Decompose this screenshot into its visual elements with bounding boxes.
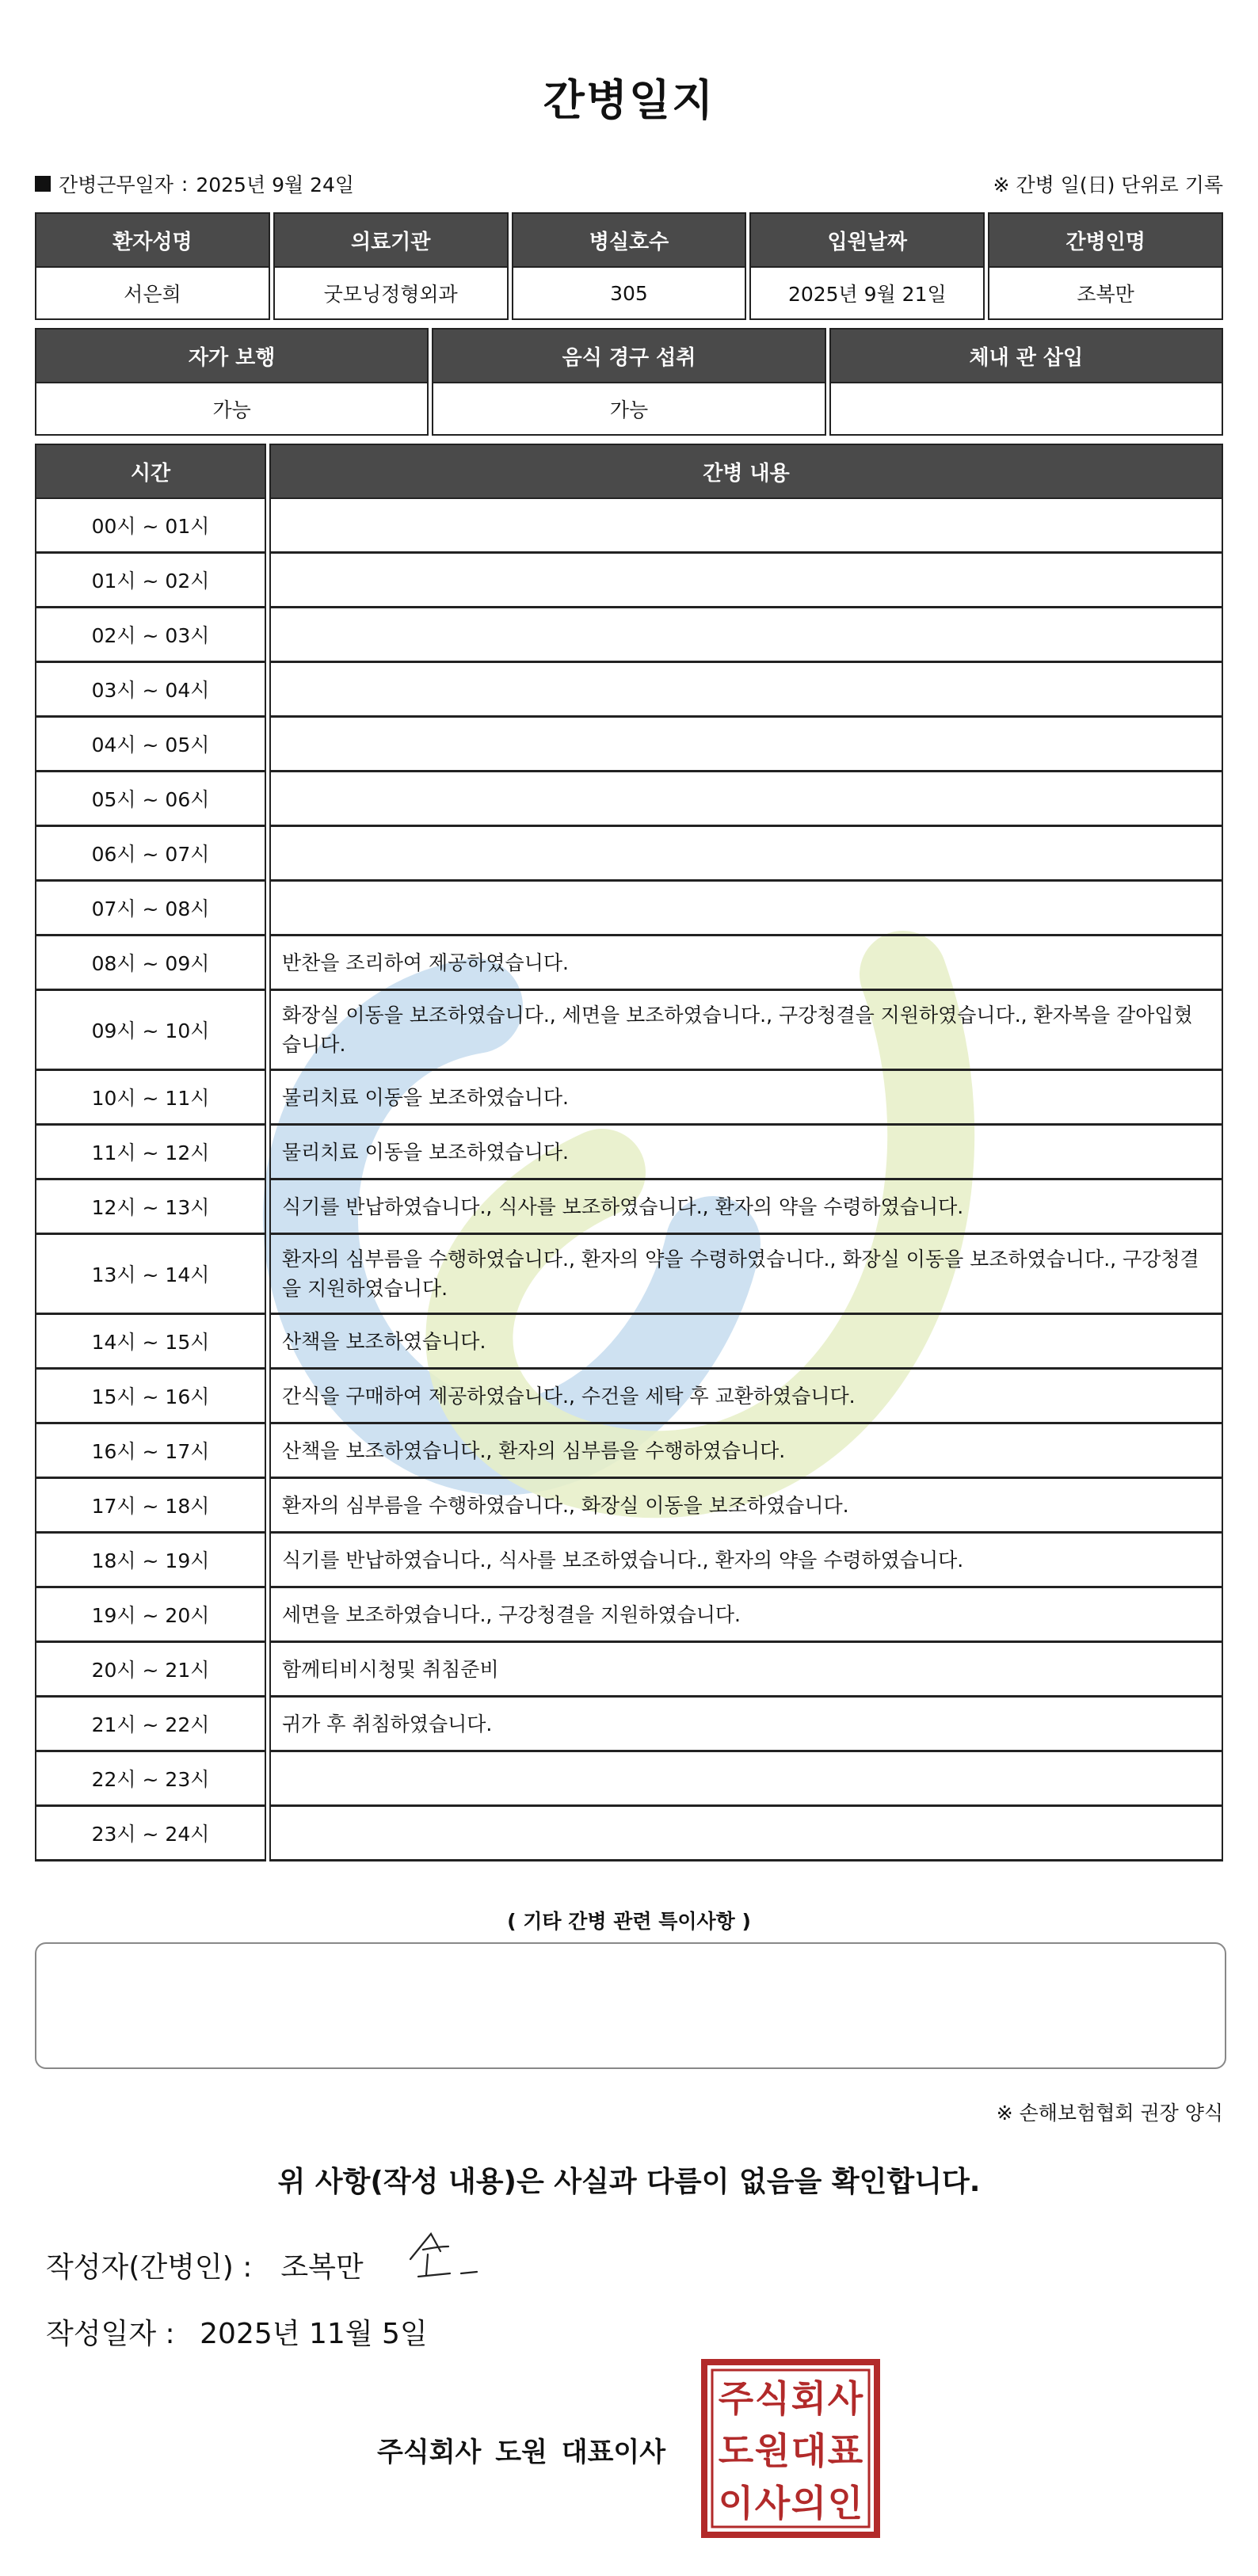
table-row: [35, 1807, 1223, 1862]
svg-text:식: 식: [754, 2377, 791, 2420]
table-row: [35, 1588, 1223, 1643]
log-time: 08시 ~ 09시: [35, 936, 266, 991]
table-row: [35, 882, 1223, 936]
status-table: [32, 328, 1226, 436]
log-time: 04시 ~ 05시: [35, 718, 266, 772]
meta-row: [35, 170, 1223, 201]
table-row: [35, 1370, 1223, 1424]
log-content: 산책을 보조하였습니다., 환자의 심부름을 수행하였습니다.: [269, 1424, 1223, 1479]
log-content: 식기를 반납하였습니다., 식사를 보조하였습니다., 환자의 약을 수령하였습니다.: [269, 1534, 1223, 1588]
work-date-value: 2025년 9월 24일: [196, 173, 355, 196]
author-name: 조복만: [280, 2251, 364, 2284]
svg-text:사: 사: [827, 2377, 863, 2420]
page-title: 간병일지: [543, 75, 715, 125]
log-content: [269, 772, 1223, 827]
table-row: [35, 663, 1223, 718]
log-time: 22시 ~ 23시: [35, 1752, 266, 1807]
log-time: 07시 ~ 08시: [35, 882, 266, 936]
patient-header: 병실호수: [512, 212, 747, 268]
table-row: [35, 1752, 1223, 1807]
status-header: 음식 경구 섭취: [432, 328, 825, 383]
written-date-label: 작성일자 :: [46, 2318, 175, 2350]
oral-intake-status: 가능: [432, 383, 825, 436]
table-row: [35, 1479, 1223, 1534]
svg-text:원: 원: [754, 2429, 791, 2472]
log-time: 10시 ~ 11시: [35, 1071, 266, 1126]
work-date: [35, 170, 354, 198]
log-table: [32, 444, 1226, 1862]
table-row: [35, 718, 1223, 772]
patient-header: 간병인명: [988, 212, 1223, 268]
svg-text:표: 표: [827, 2429, 863, 2472]
table-row: [35, 499, 1223, 554]
log-time: 20시 ~ 21시: [35, 1643, 266, 1698]
hospital-name: 굿모닝정형외과: [273, 268, 509, 320]
log-content: [269, 499, 1223, 554]
table-row: [35, 1698, 1223, 1752]
patient-header: 환자성명: [35, 212, 270, 268]
status-header: 자가 보행: [35, 328, 429, 383]
log-content: 물리치료 이동을 보조하였습니다.: [269, 1071, 1223, 1126]
svg-text:의: 의: [791, 2482, 827, 2525]
table-row: [35, 608, 1223, 663]
square-bullet-icon: [35, 176, 51, 192]
table-row: [35, 827, 1223, 882]
log-content: [269, 608, 1223, 663]
log-content: [269, 882, 1223, 936]
walking-status: 가능: [35, 383, 429, 436]
log-content: 환자의 심부름을 수행하였습니다., 환자의 약을 수령하였습니다., 화장실 이동을 보조하였습니다., 구강청결을 지원하였습니다.: [269, 1235, 1223, 1315]
patient-table: [32, 212, 1226, 320]
svg-text:사: 사: [754, 2482, 791, 2525]
patient-header: 의료기관: [273, 212, 509, 268]
log-content: [269, 718, 1223, 772]
table-row: [35, 1180, 1223, 1235]
work-date-label: 간병근무일자: [59, 173, 173, 196]
svg-text:회: 회: [791, 2377, 827, 2420]
table-row: [35, 1643, 1223, 1698]
unit-note: ※ 간병 일(日) 단위로 기록: [993, 173, 1223, 196]
patient-header: 입원날짜: [749, 212, 985, 268]
log-content: 세면을 보조하였습니다., 구강청결을 지원하였습니다.: [269, 1588, 1223, 1643]
log-time: 17시 ~ 18시: [35, 1479, 266, 1534]
confirm-statement: 위 사항(작성 내용)은 사실과 다름이 없음을 확인합니다.: [277, 2166, 981, 2198]
log-time: 03시 ~ 04시: [35, 663, 266, 718]
log-time: 13시 ~ 14시: [35, 1235, 266, 1315]
log-time: 06시 ~ 07시: [35, 827, 266, 882]
log-body: [35, 499, 1223, 1862]
caregiver-name: 조복만: [988, 268, 1223, 320]
log-time: 09시 ~ 10시: [35, 991, 266, 1071]
log-content: 산책을 보조하였습니다.: [269, 1315, 1223, 1370]
table-row: [35, 936, 1223, 991]
log-time: 18시 ~ 19시: [35, 1534, 266, 1588]
table-row: [35, 772, 1223, 827]
log-time: 00시 ~ 01시: [35, 499, 266, 554]
log-content: [269, 554, 1223, 608]
log-time: 15시 ~ 16시: [35, 1370, 266, 1424]
table-row: [35, 554, 1223, 608]
table-row: [35, 1534, 1223, 1588]
log-content: 식기를 반납하였습니다., 식사를 보조하였습니다., 환자의 약을 수령하였습니다.: [269, 1180, 1223, 1235]
log-content: 물리치료 이동을 보조하였습니다.: [269, 1126, 1223, 1180]
patient-name: 서은희: [35, 268, 270, 320]
table-row: [35, 1071, 1223, 1126]
etc-notes-box: [35, 1942, 1226, 2069]
svg-text:이: 이: [718, 2482, 754, 2525]
table-row: [35, 1315, 1223, 1370]
log-content: 함께티비시청및 취침준비: [269, 1643, 1223, 1698]
log-content: 화장실 이동을 보조하였습니다., 세면을 보조하였습니다., 구강청결을 지원하였습니다., 환자복을 갈아입혔습니다.: [269, 991, 1223, 1071]
log-time: 11시 ~ 12시: [35, 1126, 266, 1180]
log-time: 01시 ~ 02시: [35, 554, 266, 608]
etc-title: ( 기타 간병 관련 특이사항 ): [507, 1910, 751, 1933]
log-content: 간식을 구매하여 제공하였습니다., 수건을 세탁 후 교환하였습니다.: [269, 1370, 1223, 1424]
log-content: [269, 663, 1223, 718]
log-time: 02시 ~ 03시: [35, 608, 266, 663]
recommend-note: ※ 손해보험협회 권장 양식: [996, 2102, 1223, 2124]
company-signature: 주식회사 도원 대표이사: [377, 2437, 666, 2468]
room-number: 305: [512, 268, 747, 320]
svg-text:인: 인: [827, 2482, 863, 2525]
written-date: 2025년 11월 5일: [200, 2318, 428, 2350]
signature-mark: [399, 2227, 486, 2283]
table-row: [35, 1424, 1223, 1479]
written-date-line: [46, 2311, 428, 2352]
author-line: [46, 2245, 364, 2285]
log-content: [269, 1752, 1223, 1807]
log-time: 12시 ~ 13시: [35, 1180, 266, 1235]
log-time: 23시 ~ 24시: [35, 1807, 266, 1862]
table-row: [35, 1235, 1223, 1315]
log-content: 환자의 심부름을 수행하였습니다., 화장실 이동을 보조하였습니다.: [269, 1479, 1223, 1534]
log-time: 21시 ~ 22시: [35, 1698, 266, 1752]
log-content: [269, 1807, 1223, 1862]
log-content: 반찬을 조리하여 제공하였습니다.: [269, 936, 1223, 991]
svg-text:대: 대: [791, 2429, 827, 2472]
svg-text:도: 도: [718, 2429, 754, 2472]
admission-date: 2025년 9월 21일: [749, 268, 985, 320]
company-seal: [701, 2359, 880, 2538]
log-header-time: 시간: [35, 444, 266, 499]
table-row: [35, 1126, 1223, 1180]
log-time: 19시 ~ 20시: [35, 1588, 266, 1643]
log-content: 귀가 후 취침하였습니다.: [269, 1698, 1223, 1752]
table-row: [35, 991, 1223, 1071]
log-time: 14시 ~ 15시: [35, 1315, 266, 1370]
log-header-content: 간병 내용: [269, 444, 1223, 499]
status-header: 체내 관 삽입: [829, 328, 1223, 383]
tube-insertion-status: [829, 383, 1223, 436]
work-date-sep: :: [181, 172, 189, 196]
log-time: 16시 ~ 17시: [35, 1424, 266, 1479]
log-time: 05시 ~ 06시: [35, 772, 266, 827]
log-content: [269, 827, 1223, 882]
author-label: 작성자(간병인) :: [46, 2251, 253, 2284]
svg-text:주: 주: [718, 2377, 754, 2420]
